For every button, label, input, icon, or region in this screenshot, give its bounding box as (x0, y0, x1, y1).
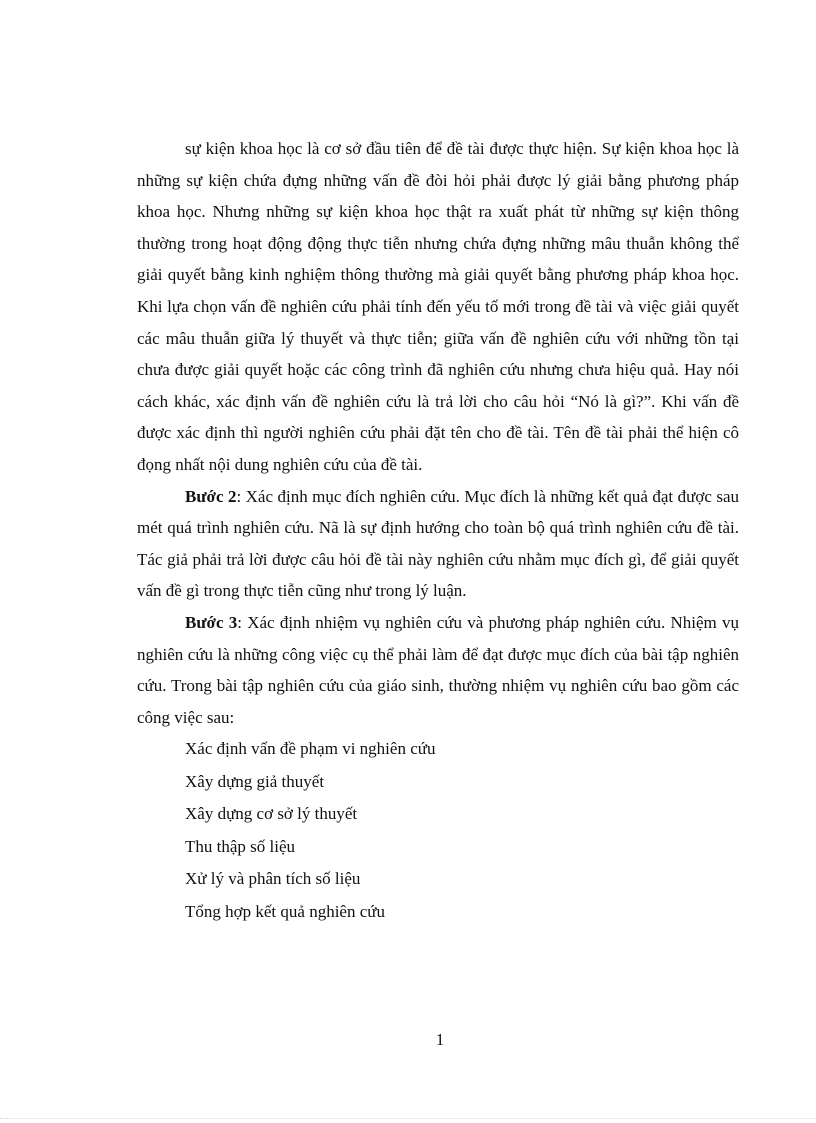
list-item: Xây dựng cơ sở lý thuyết (185, 804, 358, 824)
list-item: Xử lý và phân tích số liệu (185, 869, 361, 889)
page-number: 1 (435, 1030, 445, 1049)
paragraph-intro (137, 133, 739, 481)
step-3-text: : Xác định nhiệm vụ nghiên cứu và phương pháp nghiên cứu. Nhiệm vụ nghiên cứu là những công việc cụ thể phải làm để đạt được mục đích của bài tập nghiên cứu. Trong bài tập nghiên cứu của giáo sinh, thường nhiệm vụ nghiên cứu bao gồm các công việc sau: (137, 612, 740, 727)
paragraph-step-3 (137, 607, 739, 733)
list-item: Thu thập số liệu (185, 836, 296, 856)
step-2-label: Bước 2 (185, 486, 237, 506)
step-3-label: Bước 3 (185, 612, 238, 632)
step-2-text: : Xác định mục đích nghiên cứu. Mục đích là những kết quả đạt được sau mét quá trình nghiên cứu. Nã là sự định hướng cho toàn bộ quá trình nghiên cứu đề tài. Tác giả phải trả lời được câu hỏi đề tài này nghiên cứu nhằm mục đích gì, để giải quyết vấn đề gì trong thực tiễn cũng như trong lý luận. (137, 486, 739, 601)
paragraph-step-2 (137, 481, 739, 607)
list-item: Xây dựng giả thuyết (185, 771, 325, 791)
list-item: Xác định vấn đề phạm vi nghiên cứu (185, 739, 436, 759)
paragraph-text: sự kiện khoa học là cơ sở đầu tiên để đề tài được thực hiện. Sự kiện khoa học là những sự kiện chứa đựng những vấn đề đòi hỏi phải được lý giải bằng phương pháp khoa học. Nhưng những sự kiện khoa học thật ra xuất phát từ những sự kiện thông thường trong hoạt động động thực tiễn nhưng chứa đựng những mâu thuẫn không thể giải quyết bằng kinh nghiệm thông thường mà giải quyết bằng phương pháp khoa học. Khi lựa chọn vấn đề nghiên cứu phải tính đến yếu tố mới trong đề tài và việc giải quyết các mâu thuẫn giữa lý thuyết và thực tiễn; giữa vấn đề nghiên cứu với những tồn tại chưa được giải quyết hoặc các công trình đã nghiên cứu nhưng chưa hiệu quả. Hay nói cách khác, xác định vấn đề nghiên cứu là trả lời cho câu hỏi “Nó là gì?”. Khi vấn đề được xác định thì người nghiên cứu phải đặt tên cho đề tài. Tên đề tài phải thể hiện cô đọng nhất nội dung nghiên cứu của đề tài. (137, 139, 739, 474)
page-bottom-divider (0, 1118, 816, 1119)
list-item: Tổng hợp kết quả nghiên cứu (185, 901, 385, 921)
task-list (137, 733, 739, 928)
document-body (137, 133, 739, 928)
